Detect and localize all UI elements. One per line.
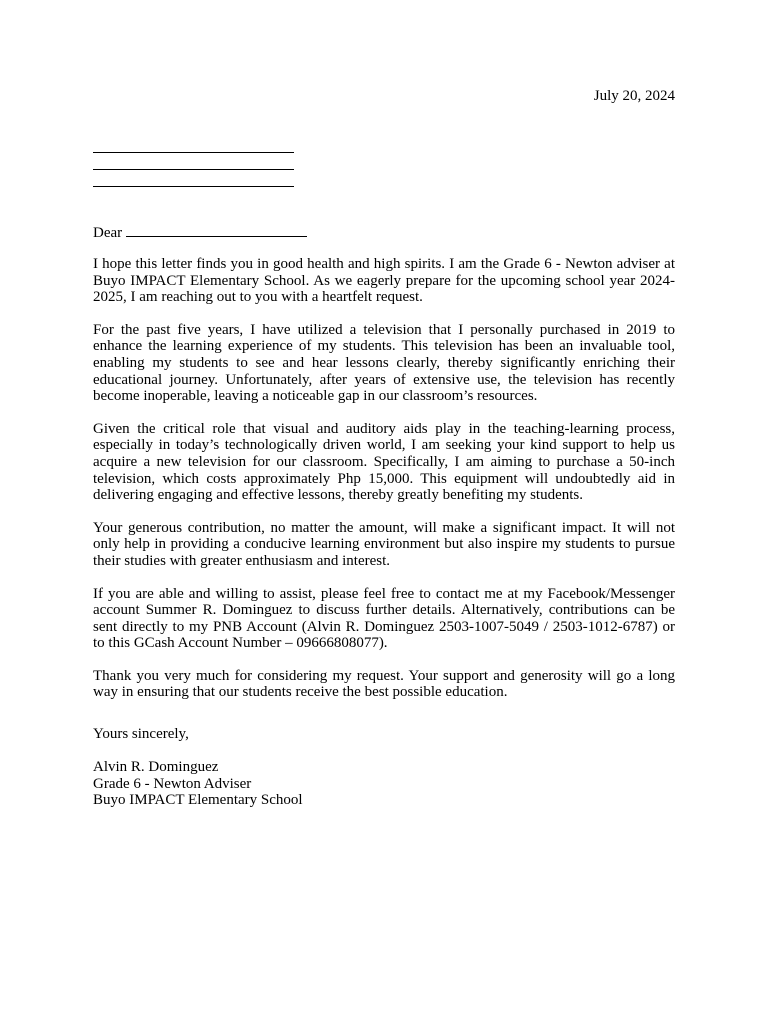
recipient-blank-line-3 bbox=[93, 186, 294, 187]
signature-title: Grade 6 - Newton Adviser bbox=[93, 775, 252, 792]
recipient-blank-line-1 bbox=[93, 152, 294, 153]
body-paragraph: If you are able and willing to assist, please feel free to contact me at my Facebook/Messenger account Summer R. Dominguez to discuss further details. Alternatively, contributions can be sent directly to my PNB Account (Alvin R. Dominguez 2503-1007-5049 / 2503-1012-6787) or to this GCash Account Number – 09666808077). bbox=[93, 585, 675, 652]
letter-page bbox=[93, 0, 675, 1024]
closing: Yours sincerely, bbox=[93, 726, 189, 742]
body-paragraph: Your generous contribution, no matter the amount, will make a significant impact. It will not only help in providing a conducive learning environment but also inspire my students to pursue their studies with greater enthusiasm and interest. bbox=[93, 519, 675, 569]
signature-name: Alvin R. Dominguez bbox=[93, 759, 219, 775]
body-paragraph: For the past five years, I have utilized a television that I personally purchased in 2019 to enhance the learning experience of my students. This television has been an invaluable tool, enabling my students to see and hear lessons clearly, thereby significantly enriching their educational journey. Unfortunately, after years of extensive use, the television has recently become inoperable, leaving a noticeable gap in our classroom’s resources. bbox=[93, 321, 675, 405]
signature-school: Buyo IMPACT Elementary School bbox=[93, 792, 303, 809]
recipient-blank-line-2 bbox=[93, 169, 294, 170]
letter-date: July 20, 2024 bbox=[593, 88, 675, 104]
salutation-blank-line bbox=[126, 221, 307, 237]
salutation bbox=[93, 221, 307, 242]
salutation-text: Dear bbox=[93, 225, 123, 241]
signature-block bbox=[93, 759, 303, 809]
body-paragraph: Thank you very much for considering my request. Your support and generosity will go a long way in ensuring that our students receive the best possible education. bbox=[93, 667, 675, 701]
body-paragraph: I hope this letter finds you in good health and high spirits. I am the Grade 6 - Newton adviser at Buyo IMPACT Elementary School. As we eagerly prepare for the upcoming school year 2024-2025, I am reaching out to you with a heartfelt request. bbox=[93, 256, 675, 306]
body-paragraph: Given the critical role that visual and auditory aids play in the teaching-learning process, especially in today’s technologically driven world, I am seeking your kind support to help us acquire a new television for our classroom. Specifically, I am aiming to purchase a 50-inch television, which costs approximately Php 15,000. This equipment will undoubtedly aid in delivering engaging and effective lessons, thereby greatly benefiting my students. bbox=[93, 420, 675, 504]
letter-body bbox=[93, 256, 675, 717]
